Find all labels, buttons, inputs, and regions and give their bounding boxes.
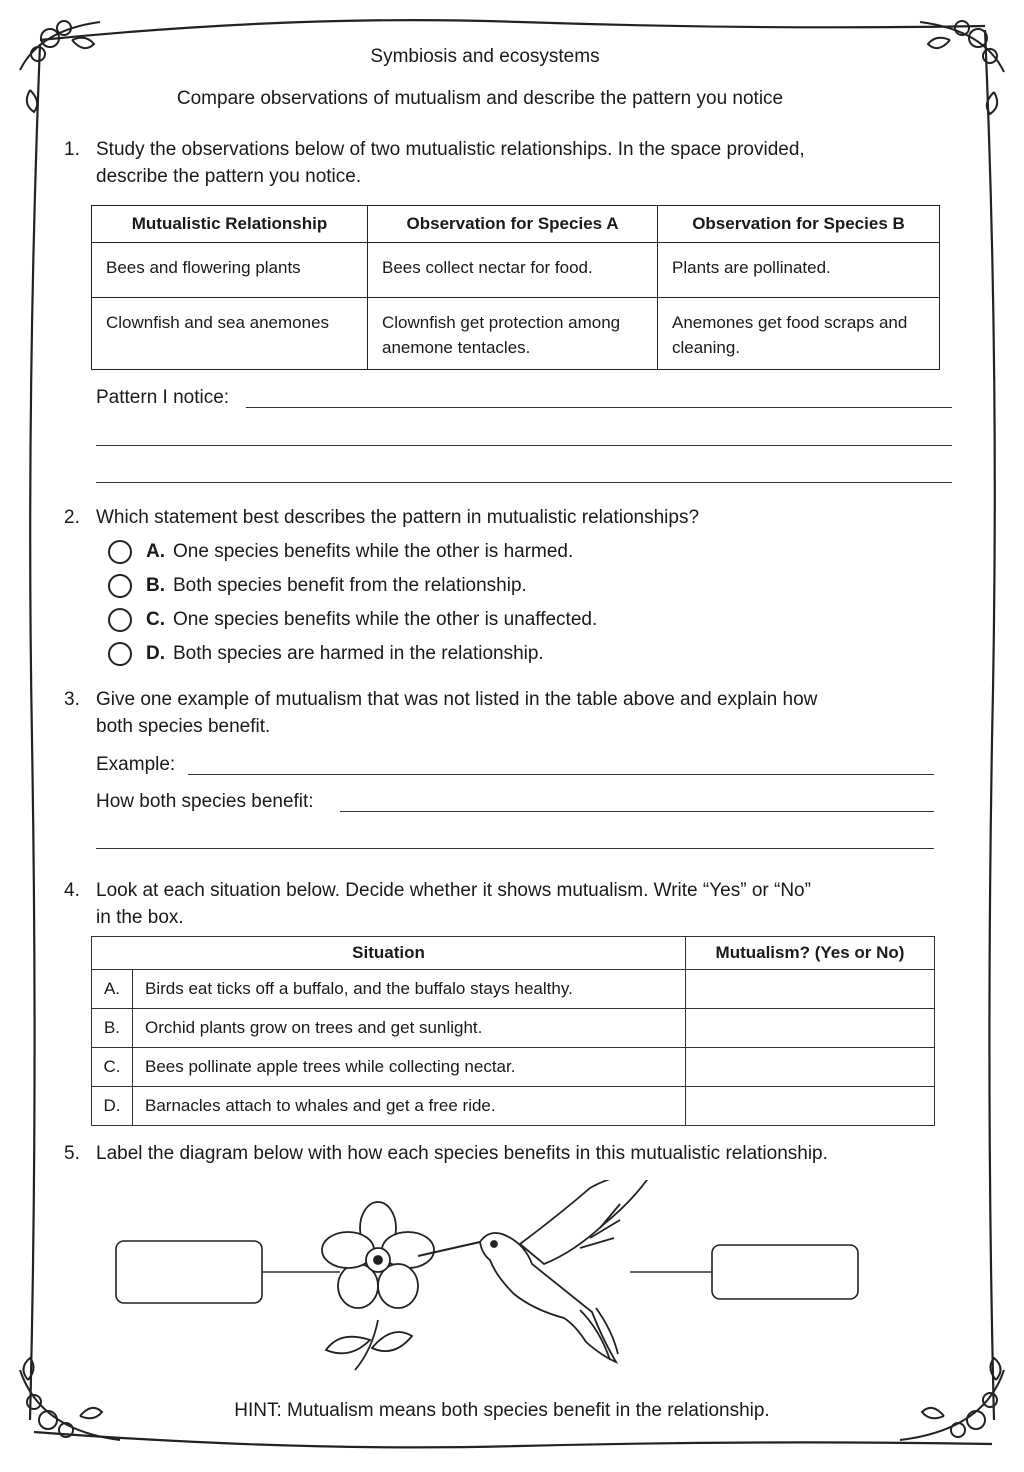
- table-header: Mutualistic Relationship: [92, 206, 368, 243]
- answer-box[interactable]: [686, 970, 935, 1009]
- question-number: 1.: [64, 139, 80, 160]
- page-subtitle: Compare observations of mutualism and describe the pattern you notice: [176, 88, 784, 109]
- table-header: Situation: [92, 937, 686, 970]
- flower-icon: [322, 1202, 434, 1370]
- table-row: [92, 1048, 935, 1087]
- radio-circle-icon[interactable]: [108, 642, 132, 666]
- table-cell: Clownfish get protection among anemone tentacles.: [368, 298, 658, 370]
- option-d[interactable]: [108, 640, 544, 668]
- question-text: Give one example of mutualism that was not listed in the table above and explain how: [96, 689, 818, 710]
- option-letter: C.: [146, 609, 165, 630]
- radio-circle-icon[interactable]: [108, 608, 132, 632]
- row-letter: A.: [92, 970, 133, 1009]
- question-text: Label the diagram below with how each species benefits in this mutualistic relationship.: [96, 1143, 828, 1164]
- option-text: Both species benefit from the relationship.: [173, 575, 527, 596]
- option-b[interactable]: [108, 572, 527, 600]
- radio-circle-icon[interactable]: [108, 540, 132, 564]
- table-header: Mutualism? (Yes or No): [686, 937, 935, 970]
- question-text: Which statement best describes the pattern in mutualistic relationships?: [96, 507, 700, 528]
- row-letter: B.: [92, 1009, 133, 1048]
- question-1: [64, 136, 944, 192]
- answer-box[interactable]: [686, 1048, 935, 1087]
- question-text: both species benefit.: [96, 716, 271, 737]
- table-header: Observation for Species A: [368, 206, 658, 243]
- situation-text: Birds eat ticks off a buffalo, and the buffalo stays healthy.: [133, 970, 686, 1009]
- question-5: [64, 1140, 964, 1167]
- table-cell: Bees collect nectar for food.: [368, 243, 658, 298]
- question-number: 5.: [64, 1143, 80, 1164]
- table-row: [92, 970, 935, 1009]
- option-a[interactable]: [108, 538, 573, 566]
- table-cell: Clownfish and sea anemones: [92, 298, 368, 370]
- mutualism-diagram: [0, 1180, 1024, 1390]
- situation-text: Orchid plants grow on trees and get sunlight.: [133, 1009, 686, 1048]
- example-label: Example:: [96, 754, 176, 775]
- hummingbird-icon: [418, 1180, 654, 1362]
- row-letter: D.: [92, 1087, 133, 1126]
- question-text: Look at each situation below. Decide whether it shows mutualism. Write “Yes” or “No”: [96, 880, 811, 901]
- answer-box[interactable]: [686, 1087, 935, 1126]
- table-row: [92, 1009, 935, 1048]
- table-cell: Plants are pollinated.: [658, 243, 940, 298]
- page-title: Symbiosis and ecosystems: [370, 46, 600, 67]
- row-letter: C.: [92, 1048, 133, 1087]
- situation-table: [91, 936, 935, 1126]
- option-text: One species benefits while the other is harmed.: [173, 541, 574, 562]
- example-answer-line[interactable]: [188, 774, 934, 775]
- radio-circle-icon[interactable]: [108, 574, 132, 598]
- question-text: in the box.: [96, 907, 184, 928]
- observation-table: [91, 205, 940, 370]
- question-4: [64, 877, 944, 933]
- option-c[interactable]: [108, 606, 597, 634]
- benefit-label: How both species benefit:: [96, 791, 314, 812]
- situation-text: Bees pollinate apple trees while collecting nectar.: [133, 1048, 686, 1087]
- option-text: Both species are harmed in the relationship.: [173, 643, 544, 664]
- table-row: [92, 298, 940, 370]
- question-2: [64, 504, 944, 531]
- hint-text: HINT: Mutualism means both species benefit in the relationship.: [234, 1400, 770, 1421]
- benefit-answer-line[interactable]: [340, 811, 934, 812]
- pattern-label: Pattern I notice:: [96, 387, 230, 408]
- question-text: describe the pattern you notice.: [96, 166, 362, 187]
- pattern-answer-line[interactable]: [96, 482, 952, 483]
- option-letter: D.: [146, 643, 165, 664]
- table-header: Observation for Species B: [658, 206, 940, 243]
- pattern-answer-line[interactable]: [96, 445, 952, 446]
- option-text: One species benefits while the other is unaffected.: [173, 609, 598, 630]
- option-letter: A.: [146, 541, 165, 562]
- question-number: 3.: [64, 689, 80, 710]
- answer-box[interactable]: [686, 1009, 935, 1048]
- bird-label-box[interactable]: [712, 1245, 858, 1299]
- benefit-answer-line[interactable]: [96, 848, 934, 849]
- question-number: 2.: [64, 507, 80, 528]
- pattern-answer-line[interactable]: [246, 407, 952, 408]
- situation-text: Barnacles attach to whales and get a free ride.: [133, 1087, 686, 1126]
- question-number: 4.: [64, 880, 80, 901]
- table-row: [92, 1087, 935, 1126]
- table-row: [92, 243, 940, 298]
- question-text: Study the observations below of two mutualistic relationships. In the space provided,: [96, 139, 805, 160]
- option-letter: B.: [146, 575, 165, 596]
- table-cell: Anemones get food scraps and cleaning.: [658, 298, 940, 370]
- question-3: [64, 686, 944, 742]
- table-cell: Bees and flowering plants: [92, 243, 368, 298]
- flower-label-box[interactable]: [116, 1241, 262, 1303]
